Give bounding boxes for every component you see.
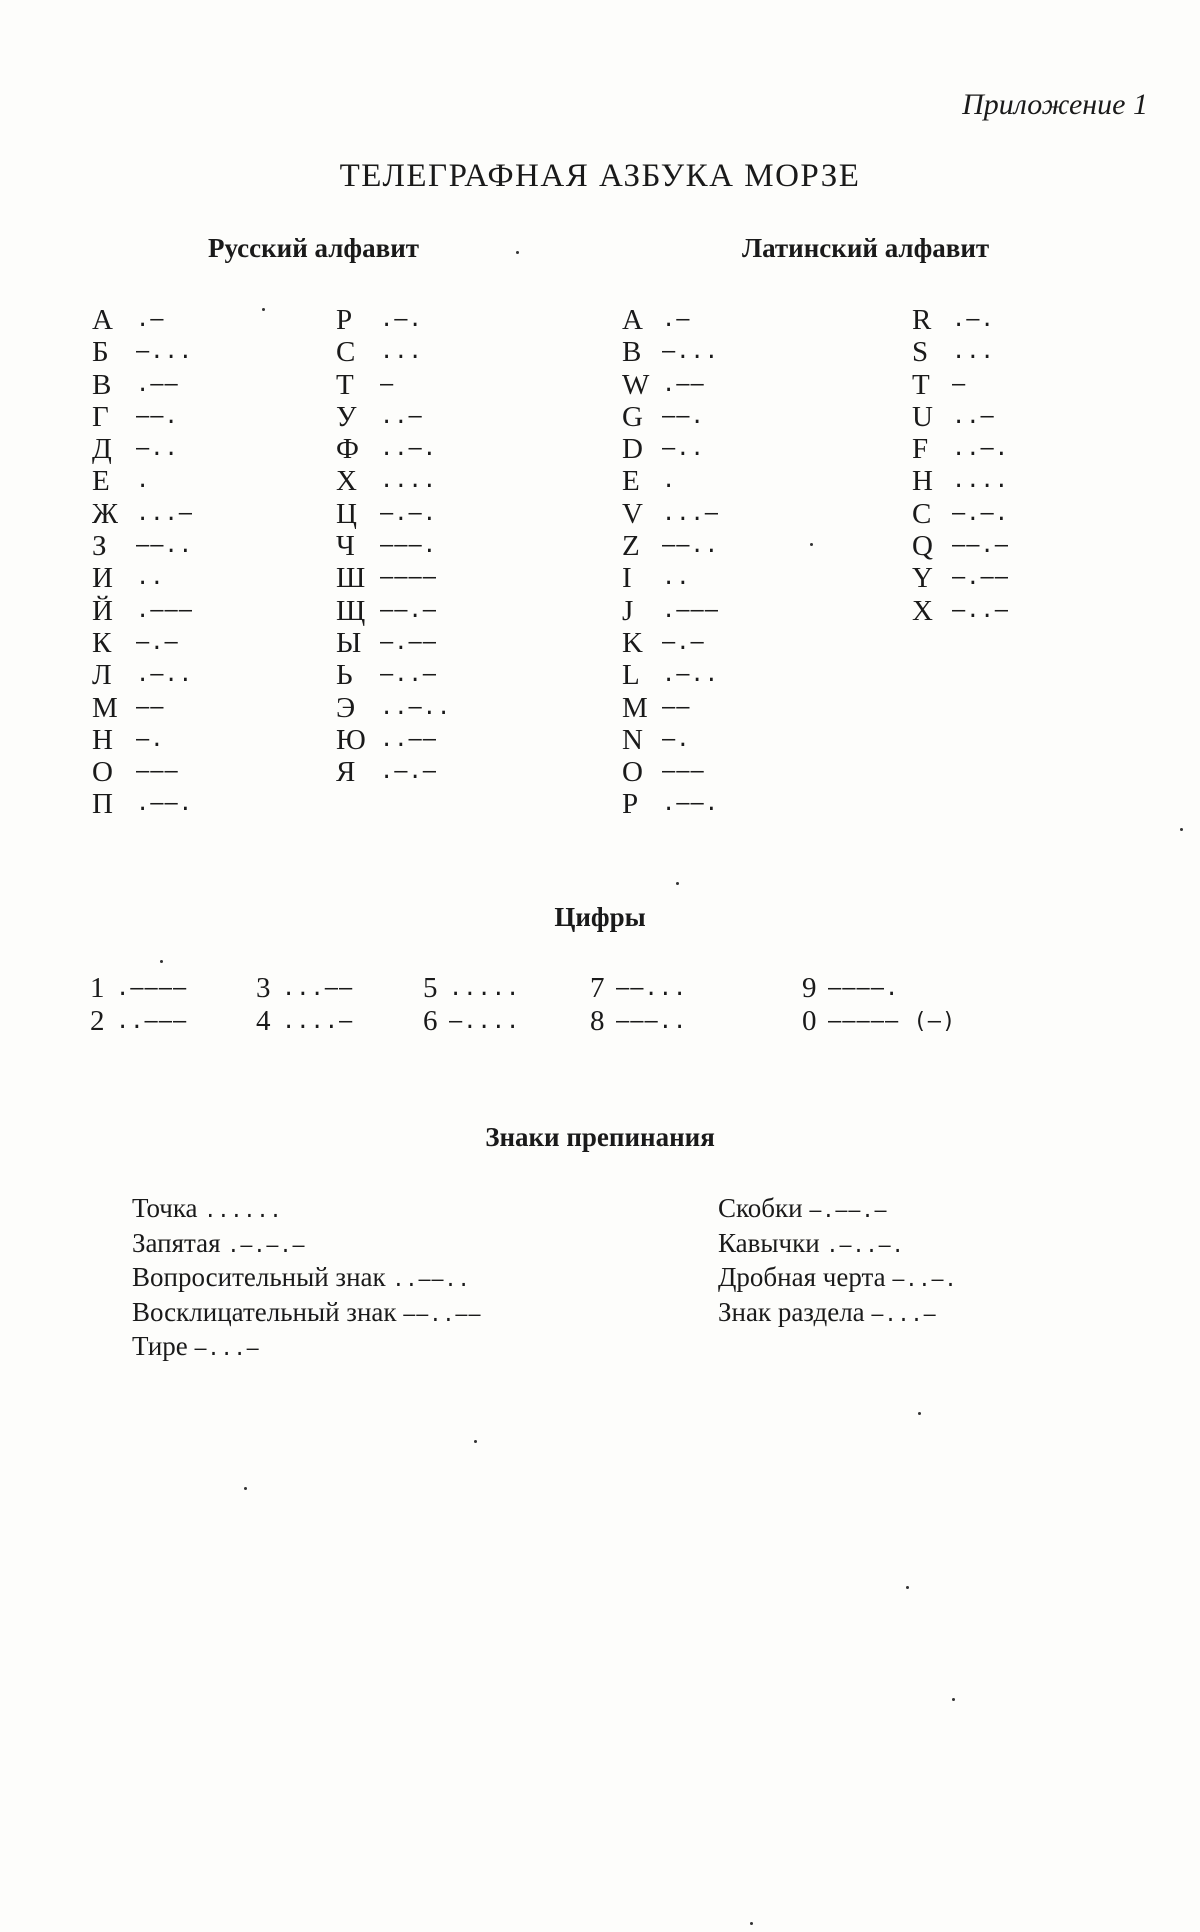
punctuation-name: Тире [132, 1331, 188, 1361]
punctuation-code: .—.—.— [227, 1232, 306, 1257]
morse-entry [336, 659, 451, 691]
morse-entry [622, 562, 719, 594]
morse-code: ..—— [380, 726, 437, 752]
latin-alphabet-heading: Латинский алфавит [742, 233, 990, 263]
morse-entry [92, 304, 193, 336]
punctuation-name: Запятая [132, 1227, 221, 1258]
morse-letter: И [92, 562, 113, 595]
digit-number: 3 [256, 972, 271, 1004]
morse-letter: E [622, 465, 640, 498]
punctuation-right-column [718, 1192, 958, 1330]
morse-letter: X [912, 594, 933, 627]
morse-letter: Ф [336, 433, 359, 466]
morse-letter: Y [912, 562, 933, 595]
punctuation-code: —...— [871, 1301, 937, 1326]
morse-letter: L [622, 659, 640, 692]
punctuation-code: —..—. [892, 1267, 958, 1291]
morse-code: ..—.. [380, 694, 452, 720]
morse-letter: H [912, 465, 933, 498]
morse-code: ..—. [380, 436, 437, 462]
morse-entry [912, 530, 1009, 562]
morse-letter: Z [622, 530, 640, 563]
punctuation-code: ...... [204, 1198, 283, 1222]
morse-code: —.— [136, 629, 179, 655]
morse-entry [912, 595, 1009, 627]
morse-letter: G [622, 400, 643, 433]
morse-letter: R [912, 304, 932, 336]
morse-entry [622, 465, 719, 497]
digit-entry [802, 972, 899, 1005]
morse-entry [336, 401, 451, 433]
morse-letter: Ш [336, 562, 366, 595]
morse-code: ——— [136, 759, 179, 785]
morse-letter: М [92, 691, 118, 724]
paper-speck [244, 1487, 247, 1490]
morse-letter: З [92, 530, 107, 563]
morse-letter: V [622, 497, 643, 530]
morse-letter: В [92, 368, 112, 401]
latin-column-1 [622, 304, 719, 821]
morse-letter: П [92, 788, 113, 821]
morse-code: —.. [662, 436, 705, 462]
morse-code: .—. [952, 307, 995, 332]
morse-letter: Н [92, 723, 113, 756]
morse-letter: Д [92, 433, 112, 466]
morse-entry [622, 692, 719, 724]
morse-entry [336, 498, 451, 530]
morse-letter: К [92, 626, 112, 659]
paper-speck [750, 1922, 753, 1925]
morse-code: —. [136, 726, 165, 752]
digit-code: ....— [282, 1009, 354, 1034]
morse-code: ———. [380, 533, 437, 559]
morse-entry [92, 530, 193, 562]
digit-code: .———— [116, 976, 188, 1001]
punctuation-entry [132, 1227, 482, 1262]
morse-code: —..— [380, 662, 437, 688]
morse-code: .... [952, 468, 1009, 494]
morse-code: ...— [662, 500, 719, 526]
morse-entry [622, 595, 719, 627]
paper-speck [906, 1586, 909, 1589]
morse-entry [92, 756, 193, 788]
morse-letter: Г [92, 400, 109, 433]
morse-code: .—. [380, 307, 423, 332]
morse-letter: Ж [92, 497, 118, 530]
morse-entry [92, 433, 193, 465]
appendix-label: Приложение 1 [962, 88, 1148, 121]
morse-letter: Ч [336, 530, 355, 563]
punctuation-name: Кавычки [718, 1227, 820, 1258]
morse-entry [622, 627, 719, 659]
morse-entry [92, 692, 193, 724]
punctuation-name: Знак раздела [718, 1296, 865, 1327]
morse-code: ..— [380, 403, 423, 429]
morse-letter: O [622, 756, 643, 789]
morse-entry [912, 369, 1009, 401]
paper-speck [516, 251, 519, 254]
morse-entry [336, 369, 451, 401]
morse-entry [622, 530, 719, 562]
morse-letter: T [912, 368, 930, 401]
paper-speck [160, 960, 163, 963]
morse-code: —. [662, 726, 691, 752]
morse-entry [622, 369, 719, 401]
punctuation-name: Восклицательный знак [132, 1296, 397, 1327]
morse-letter: Й [92, 594, 113, 627]
morse-code: —... [136, 339, 193, 365]
morse-entry [92, 627, 193, 659]
digit-entry [590, 972, 802, 1005]
punctuation-entry [132, 1296, 482, 1331]
digit-code: ————— (—) [828, 1009, 957, 1034]
morse-code: ..—. [952, 436, 1009, 462]
morse-code: . [136, 468, 151, 494]
morse-entry [912, 304, 1009, 336]
digit-number: 0 [802, 1005, 817, 1037]
punctuation-entry [718, 1296, 958, 1331]
digit-code: ———.. [616, 1009, 688, 1034]
digit-code: ..——— [116, 1009, 188, 1034]
morse-code: .... [380, 468, 437, 494]
morse-entry [912, 433, 1009, 465]
morse-letter: J [622, 594, 634, 627]
morse-code: —.—. [380, 500, 437, 526]
morse-entry [912, 498, 1009, 530]
morse-code: ———— [380, 565, 437, 591]
morse-entry [92, 336, 193, 368]
morse-code: ——— [662, 759, 705, 785]
morse-letter: А [92, 304, 113, 336]
morse-entry [622, 756, 719, 788]
latin-column-2 [912, 304, 1009, 627]
digits-block [90, 972, 956, 1038]
morse-entry [336, 692, 451, 724]
morse-letter: Б [92, 336, 109, 369]
russian-alphabet-heading: Русский алфавит [208, 233, 420, 263]
morse-entry [92, 562, 193, 594]
digits-row-2 [90, 1005, 956, 1038]
punctuation-code: ..——.. [392, 1267, 471, 1291]
morse-code: —.—. [952, 500, 1009, 526]
morse-letter: Р [336, 304, 353, 336]
morse-code: .—— [136, 371, 179, 397]
digit-number: 4 [256, 1005, 271, 1037]
paper-speck [1180, 828, 1183, 831]
morse-letter: Л [92, 659, 112, 692]
morse-code: .. [662, 565, 691, 591]
punctuation-left-column [132, 1192, 482, 1365]
morse-code: .——. [136, 791, 193, 817]
digit-entry [256, 972, 423, 1005]
morse-entry [336, 433, 451, 465]
morse-entry [92, 595, 193, 627]
morse-entry [622, 336, 719, 368]
morse-code: —... [662, 339, 719, 365]
digit-number: 7 [590, 972, 605, 1004]
digit-entry [423, 1005, 590, 1038]
punctuation-entry [718, 1192, 958, 1227]
punctuation-heading: Знаки препинания [485, 1122, 715, 1152]
punctuation-code: ——..—— [403, 1301, 482, 1326]
morse-letter: Т [336, 368, 354, 401]
punctuation-code: —...— [194, 1336, 260, 1360]
morse-letter: Ц [336, 497, 357, 530]
morse-letter: Q [912, 530, 933, 563]
morse-code: ...— [136, 500, 193, 526]
morse-letter: F [912, 433, 929, 466]
morse-code: ..— [952, 403, 995, 429]
morse-letter: Ы [336, 626, 362, 659]
page-title: ТЕЛЕГРАФНАЯ АЗБУКА МОРЗЕ [339, 158, 861, 194]
morse-letter: D [622, 433, 643, 466]
morse-letter: C [912, 497, 932, 530]
digit-entry [423, 972, 590, 1005]
morse-entry [336, 562, 451, 594]
digit-number: 8 [590, 1005, 605, 1037]
digit-code: ——... [616, 976, 688, 1001]
morse-code: ... [952, 339, 995, 365]
morse-entry [912, 336, 1009, 368]
punctuation-name: Дробная черта [718, 1262, 886, 1292]
morse-entry [92, 724, 193, 756]
morse-entry [622, 433, 719, 465]
morse-letter: S [912, 336, 929, 369]
morse-entry [336, 627, 451, 659]
morse-code: .— [136, 307, 165, 332]
morse-entry [622, 788, 719, 820]
morse-code: .— [662, 307, 691, 332]
morse-entry [622, 724, 719, 756]
punctuation-entry [132, 1330, 482, 1365]
morse-code: —— [662, 694, 691, 720]
digit-entry [90, 972, 256, 1005]
digit-code: ...—— [282, 976, 354, 1001]
russian-column-2 [336, 304, 451, 788]
morse-code: ——.— [380, 597, 437, 623]
morse-letter: K [622, 626, 643, 659]
paper-speck [676, 882, 679, 885]
morse-entry [92, 498, 193, 530]
morse-entry [622, 498, 719, 530]
morse-entry [622, 304, 719, 336]
punctuation-entry [718, 1261, 958, 1296]
morse-letter: M [622, 691, 648, 724]
morse-entry [912, 465, 1009, 497]
morse-entry [622, 659, 719, 691]
digit-entry [90, 1005, 256, 1038]
morse-letter: A [622, 304, 643, 336]
morse-code: —.— [662, 629, 705, 655]
morse-code: .—.— [380, 759, 437, 785]
morse-letter: Е [92, 465, 110, 498]
punctuation-entry [132, 1261, 482, 1296]
morse-code: .——— [136, 597, 193, 623]
paper-speck [952, 1698, 955, 1701]
morse-entry [336, 724, 451, 756]
punctuation-name: Вопросительный знак [132, 1262, 386, 1292]
morse-code: ——.. [136, 533, 193, 559]
morse-code: .. [136, 565, 165, 591]
paper-speck [474, 1440, 477, 1443]
morse-entry [336, 756, 451, 788]
morse-letter: Х [336, 465, 357, 498]
morse-code: —..— [952, 597, 1009, 623]
digit-code: ————. [828, 976, 900, 1001]
punctuation-code: .—..—. [826, 1232, 905, 1257]
morse-entry [92, 788, 193, 820]
morse-entry [336, 530, 451, 562]
punctuation-code: —.——.— [809, 1198, 888, 1222]
morse-entry [336, 304, 451, 336]
morse-letter: С [336, 336, 356, 369]
digit-entry [256, 1005, 423, 1038]
morse-letter: I [622, 562, 632, 595]
morse-letter: Ь [336, 659, 353, 692]
morse-code: —.. [136, 436, 179, 462]
morse-code: — [380, 371, 395, 397]
morse-code: ——.. [662, 533, 719, 559]
digit-number: 1 [90, 972, 105, 1004]
morse-letter: N [622, 723, 643, 756]
morse-letter: У [336, 400, 357, 433]
morse-letter: Я [336, 756, 356, 789]
digits-heading: Цифры [554, 902, 646, 932]
digit-code: —.... [449, 1009, 521, 1034]
morse-code: ——. [662, 403, 705, 429]
morse-code: —.—— [952, 565, 1009, 591]
morse-code: .—.. [662, 662, 719, 688]
morse-entry [92, 401, 193, 433]
digit-number: 5 [423, 972, 438, 1004]
morse-code: —.—— [380, 629, 437, 655]
digits-row-1 [90, 972, 956, 1005]
morse-code: ——. [136, 403, 179, 429]
morse-code: .——. [662, 791, 719, 817]
morse-code: .—.. [136, 662, 193, 688]
morse-letter: О [92, 756, 113, 789]
punctuation-entry [132, 1192, 482, 1227]
morse-code: ——.— [952, 533, 1009, 559]
morse-entry [92, 369, 193, 401]
punctuation-entry [718, 1227, 958, 1262]
morse-letter: U [912, 400, 933, 433]
digit-entry [802, 1005, 956, 1038]
morse-entry [336, 465, 451, 497]
morse-code: .—— [662, 371, 705, 397]
paper-speck [810, 543, 813, 546]
punctuation-name: Скобки [718, 1193, 803, 1223]
morse-code: .——— [662, 597, 719, 623]
punctuation-name: Точка [132, 1193, 198, 1223]
morse-code: . [662, 468, 677, 494]
morse-entry [336, 336, 451, 368]
morse-entry [336, 595, 451, 627]
digit-code: ..... [449, 976, 521, 1001]
digit-number: 9 [802, 972, 817, 1004]
morse-entry [622, 401, 719, 433]
morse-letter: B [622, 336, 642, 369]
morse-letter: P [622, 788, 639, 821]
digit-number: 2 [90, 1005, 105, 1037]
paper-speck [262, 308, 265, 311]
morse-code: — [952, 371, 967, 397]
morse-letter: Э [336, 691, 356, 724]
morse-entry [912, 401, 1009, 433]
morse-code: ... [380, 339, 423, 365]
morse-entry [912, 562, 1009, 594]
russian-column-1 [92, 304, 193, 821]
morse-code: —— [136, 694, 165, 720]
morse-entry [92, 659, 193, 691]
morse-letter: Ю [336, 723, 366, 756]
morse-letter: Щ [336, 594, 366, 627]
morse-entry [92, 465, 193, 497]
paper-speck [918, 1412, 921, 1415]
digit-number: 6 [423, 1005, 438, 1037]
digit-entry [590, 1005, 802, 1038]
morse-letter: W [622, 368, 650, 401]
